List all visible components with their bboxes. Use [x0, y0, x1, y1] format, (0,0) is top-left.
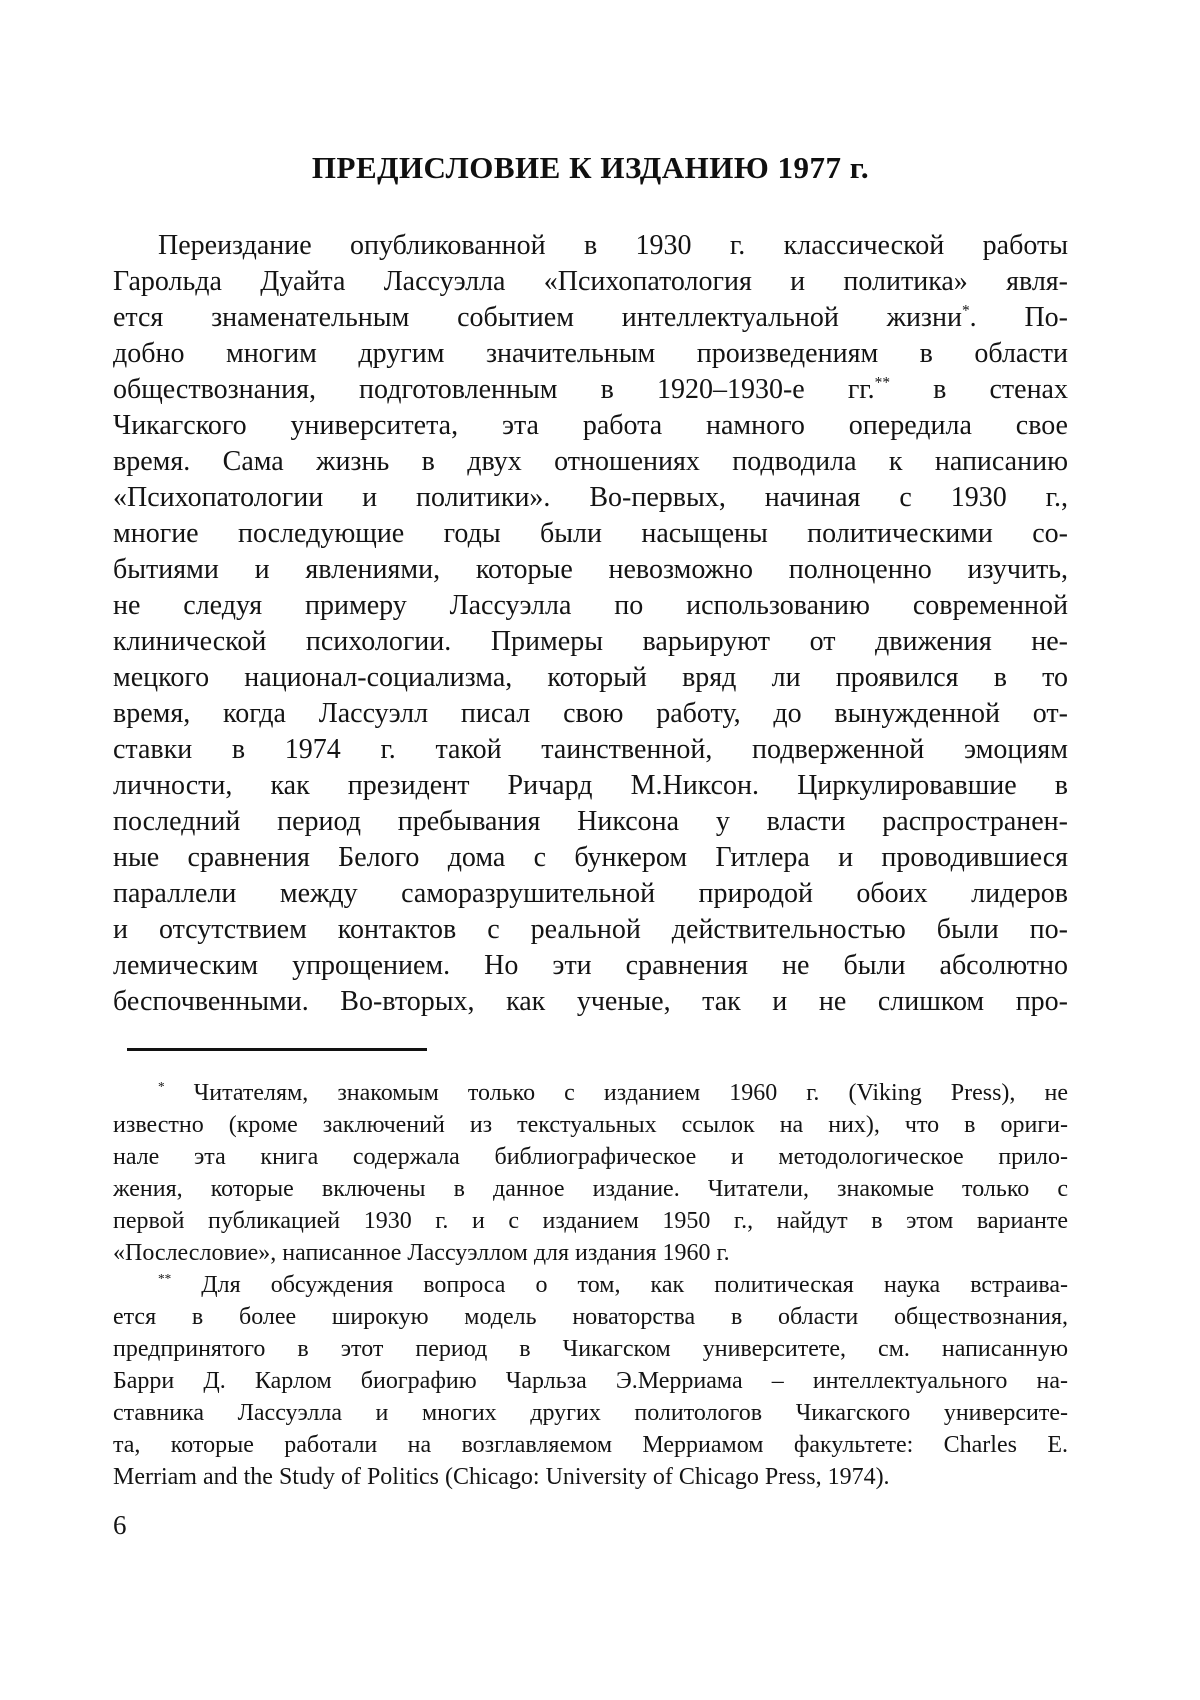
text-line: известно (кроме заключений из текстуальных ссылок на них), что в ориги- — [113, 1112, 1068, 1138]
text-line: предпринятого в этот период в Чикагском университете, см. написанную — [113, 1336, 1068, 1362]
text-line: многие последующие годы были насыщены политическими со- — [113, 518, 1068, 549]
text-line: бытиями и явлениями, которые невозможно полноценно изучить, — [113, 554, 1068, 585]
text-line: добно многим другим значительным произведениям в области — [113, 338, 1068, 369]
text-line: время. Сама жизнь в двух отношениях подводила к написанию — [113, 446, 1068, 477]
text-line: ** Для обсуждения вопроса о том, как политическая наука встраива- — [158, 1271, 1068, 1298]
text-line: и отсутствием контактов с реальной действительностью были по- — [113, 914, 1068, 945]
text-line: * Читателям, знакомым только с изданием 1960 г. (Viking Press), не — [158, 1079, 1068, 1106]
text-line: первой публикацией 1930 г. и с изданием 1950 г., найдут в этом варианте — [113, 1208, 1068, 1234]
footnote-marker: ** — [874, 374, 891, 392]
text-line: клинической психологии. Примеры варьируют от движения не- — [113, 626, 1068, 657]
text-line: обществознания, подготовленным в 1920–1930-е гг.** в стенах — [113, 374, 1068, 405]
text-line: параллели между саморазрушительной природой обоих лидеров — [113, 878, 1068, 909]
page-title: ПРЕДИСЛОВИЕ К ИЗДАНИЮ 1977 г. — [311, 150, 870, 185]
text-line: нале эта книга содержала библиографическое и методологическое прило- — [113, 1144, 1068, 1170]
text-line: Барри Д. Карлом биографию Чарльза Э.Мерриама – интеллектуального на- — [113, 1368, 1068, 1394]
text-line: «Психопатологии и политики». Во-первых, начиная с 1930 г., — [113, 482, 1068, 513]
text-line: личности, как президент Ричард М.Никсон. Циркулировавшие в — [113, 770, 1068, 801]
footnote-marker: * — [961, 302, 970, 320]
text-line: последний период пребывания Никсона у власти распространен- — [113, 806, 1068, 837]
text-line: ные сравнения Белого дома с бункером Гитлера и проводившиеся — [113, 842, 1068, 873]
text-line: ставника Лассуэлла и многих других политологов Чикагского университе- — [113, 1400, 1068, 1426]
footnote-marker: * — [158, 1079, 165, 1094]
footnote-1 — [113, 1077, 1068, 1269]
text-line: ставки в 1974 г. такой таинственной, подверженной эмоциям — [113, 734, 1068, 765]
text-line: «Послесловие», написанное Лассуэллом для издания 1960 г. — [113, 1240, 730, 1266]
text-line: Merriam and the Study of Politics (Chicago: University of Chicago Press, 1974). — [113, 1464, 890, 1490]
footnote-2 — [113, 1269, 1068, 1493]
text-line: лемическим упрощением. Но эти сравнения не были абсолютно — [113, 950, 1068, 981]
text-line: ется в более широкую модель новаторства в области обществознания, — [113, 1304, 1068, 1330]
text-line: беспочвенными. Во-вторых, как ученые, так и не слишком про- — [113, 986, 1068, 1017]
text-line: та, которые работали на возглавляемом Мерриамом факультете: Charles E. — [113, 1432, 1068, 1458]
footnotes-block — [113, 1077, 1068, 1493]
main-text-block — [113, 228, 1068, 1020]
text-line: Гарольда Дуайта Лассуэлла «Психопатология и политика» явля- — [113, 266, 1068, 297]
text-line: не следуя примеру Лассуэлла по использованию современной — [113, 590, 1068, 621]
text-line: время, когда Лассуэлл писал свою работу, до вынужденной от- — [113, 698, 1068, 729]
text-line: Переиздание опубликованной в 1930 г. классической работы — [158, 230, 1068, 261]
page-number: 6 — [113, 1510, 127, 1540]
text-line: жения, которые включены в данное издание. Читатели, знакомые только с — [113, 1176, 1068, 1202]
text-line: Чикагского университета, эта работа намного опередила свое — [113, 410, 1068, 441]
text-line: мецкого национал-социализма, который вряд ли проявился в то — [113, 662, 1068, 693]
text-line: ется знаменательным событием интеллектуальной жизни*. По- — [113, 302, 1068, 333]
footnote-marker: ** — [158, 1271, 172, 1286]
footnote-separator — [127, 1048, 427, 1051]
